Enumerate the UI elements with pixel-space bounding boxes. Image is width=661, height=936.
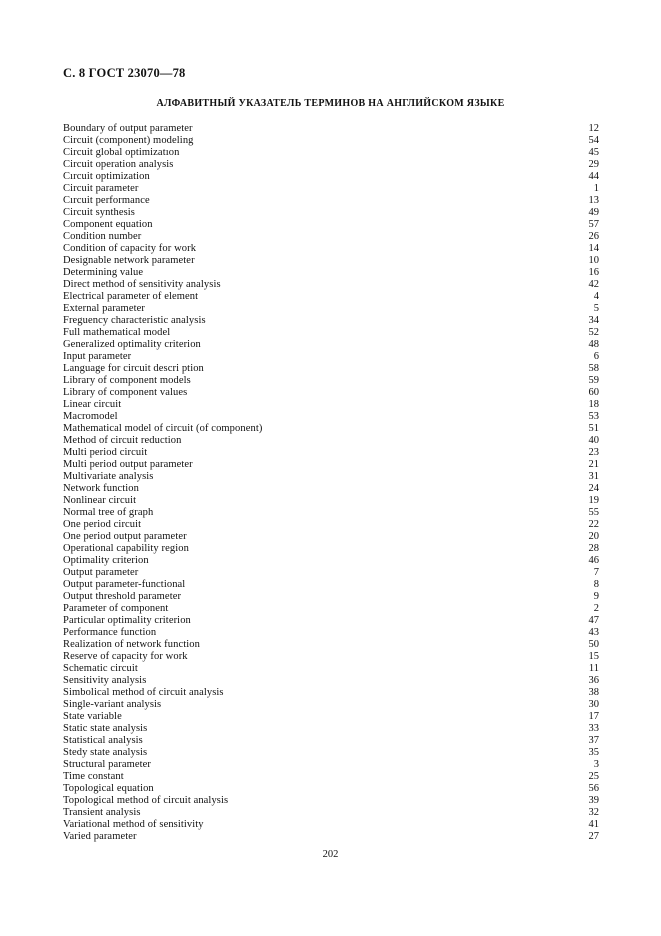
index-entry (63, 663, 599, 675)
index-term-number: 59 (588, 375, 599, 386)
index-term-number: 14 (588, 243, 599, 254)
index-term-number: 28 (588, 543, 599, 554)
index-term-number: 24 (588, 483, 599, 494)
index-entry (63, 315, 599, 327)
index-entry (63, 651, 599, 663)
index-term: Statistical analysis (63, 735, 143, 746)
index-entry (63, 687, 599, 699)
index-title: АЛФАВИТНЫЙ УКАЗАТЕЛЬ ТЕРМИНОВ НА АНГЛИЙСКОМ ЯЗЫКЕ (156, 98, 505, 109)
index-entry (63, 819, 599, 831)
index-term-number: 57 (588, 219, 599, 230)
index-term: Condition number (63, 231, 142, 242)
index-term-number: 52 (588, 327, 599, 338)
index-term-number: 51 (588, 423, 599, 434)
index-term-number: 5 (593, 303, 599, 314)
index-term-number: 11 (588, 663, 599, 674)
index-term-number: 37 (588, 735, 599, 746)
index-term-number: 19 (588, 495, 599, 506)
index-term-number: 4 (593, 291, 599, 302)
index-entry (63, 675, 599, 687)
index-term: Structural parameter (63, 759, 151, 770)
index-entry (63, 303, 599, 315)
index-entry (63, 207, 599, 219)
index-entry (63, 555, 599, 567)
index-term: Linear circuit (63, 399, 122, 410)
index-term: Condition of capacity for work (63, 243, 197, 254)
index-entry (63, 423, 599, 435)
index-term: Parameter of component (63, 603, 169, 614)
index-entry (63, 759, 599, 771)
index-term-number: 8 (593, 579, 599, 590)
index-entry (63, 459, 599, 471)
index-term-number: 21 (588, 459, 599, 470)
index-entry (63, 411, 599, 423)
index-term-number: 1 (593, 183, 599, 194)
page-number: 202 (322, 849, 339, 860)
index-entry (63, 375, 599, 387)
index-entry (63, 795, 599, 807)
index-entry (63, 147, 599, 159)
index-term-number: 6 (593, 351, 599, 362)
index-term-number: 48 (588, 339, 599, 350)
index-entry (63, 639, 599, 651)
index-term-number: 9 (593, 591, 599, 602)
index-term: Varied parameter (63, 831, 137, 842)
index-term: Variational method of sensitivity (63, 819, 204, 830)
index-term: Electrical parameter of element (63, 291, 199, 302)
index-term: Topological equation (63, 783, 154, 794)
index-term: Output parameter (63, 567, 139, 578)
index-term: Multivariate analysis (63, 471, 154, 482)
index-term-number: 20 (588, 531, 599, 542)
index-term-number: 41 (588, 819, 599, 830)
index-entry (63, 591, 599, 603)
index-term: Mathematical model of circuit (of component) (63, 423, 263, 434)
index-entry (63, 831, 599, 843)
index-entry (63, 543, 599, 555)
index-term-number: 7 (593, 567, 599, 578)
index-term-number: 26 (588, 231, 599, 242)
index-term: Library of component values (63, 387, 188, 398)
index-term: Circuit synthesis (63, 207, 135, 218)
index-term-number: 60 (588, 387, 599, 398)
index-term-number: 36 (588, 675, 599, 686)
index-entry (63, 627, 599, 639)
index-term: One period output parameter (63, 531, 187, 542)
index-term: Sensitivity analysis (63, 675, 147, 686)
index-entry (63, 387, 599, 399)
index-entry (63, 351, 599, 363)
index-term: External parameter (63, 303, 145, 314)
index-term-number: 46 (588, 555, 599, 566)
index-term: Simbolical method of circuit analysis (63, 687, 224, 698)
index-term: Full mathematical model (63, 327, 171, 338)
index-term: Output parameter-functional (63, 579, 186, 590)
index-term: Cırcuit performance (63, 195, 150, 206)
index-term-number: 43 (588, 627, 599, 638)
index-entry (63, 531, 599, 543)
index-term-number: 17 (588, 711, 599, 722)
index-term: Schematic circuit (63, 663, 138, 674)
index-term-number: 10 (588, 255, 599, 266)
index-term-number: 18 (588, 399, 599, 410)
index-term: Multi period output parameter (63, 459, 193, 470)
index-entry (63, 603, 599, 615)
index-entry (63, 435, 599, 447)
index-term: Performance function (63, 627, 157, 638)
index-entry (63, 783, 599, 795)
index-term-number: 13 (588, 195, 599, 206)
index-term: Multi period circuit (63, 447, 148, 458)
index-term-number: 47 (588, 615, 599, 626)
index-term: Designable network parameter (63, 255, 195, 266)
index-term-number: 34 (588, 315, 599, 326)
index-entry (63, 471, 599, 483)
index-entry (63, 519, 599, 531)
index-entry (63, 483, 599, 495)
index-term-number: 40 (588, 435, 599, 446)
index-term-number: 30 (588, 699, 599, 710)
index-entry (63, 579, 599, 591)
index-term-number: 31 (588, 471, 599, 482)
index-term-number: 56 (588, 783, 599, 794)
index-term: Macromodel (63, 411, 118, 422)
index-entry (63, 291, 599, 303)
index-term-number: 42 (588, 279, 599, 290)
term-index-list (63, 123, 599, 843)
index-entry (63, 699, 599, 711)
index-term: Reserve of capacity for work (63, 651, 188, 662)
index-term-number: 15 (588, 651, 599, 662)
index-term: Output threshold parameter (63, 591, 182, 602)
index-term-number: 53 (588, 411, 599, 422)
index-entry (63, 159, 599, 171)
index-entry (63, 183, 599, 195)
index-term: Single-variant analysis (63, 699, 162, 710)
index-term: Circuit operation analysis (63, 159, 174, 170)
index-entry (63, 507, 599, 519)
index-term: Normal tree of graph (63, 507, 154, 518)
index-term-number: 29 (588, 159, 599, 170)
index-term: Optimality criterion (63, 555, 149, 566)
index-term-number: 49 (588, 207, 599, 218)
index-term-number: 25 (588, 771, 599, 782)
index-term: Topological method of circuit analysis (63, 795, 229, 806)
index-term: Method of circuit reduction (63, 435, 182, 446)
index-entry (63, 279, 599, 291)
index-term: Operational capability region (63, 543, 189, 554)
index-term: Cırcuit optimization (63, 171, 150, 182)
index-entry (63, 267, 599, 279)
index-entry (63, 447, 599, 459)
index-term: Library of component models (63, 375, 191, 386)
index-entry (63, 615, 599, 627)
index-term: State variable (63, 711, 122, 722)
index-entry (63, 243, 599, 255)
index-term-number: 50 (588, 639, 599, 650)
index-term: Network function (63, 483, 139, 494)
index-term-number: 3 (593, 759, 599, 770)
index-term: Circuit (component) modeling (63, 135, 194, 146)
index-term: Realization of network function (63, 639, 200, 650)
index-term-number: 45 (588, 147, 599, 158)
index-term-number: 2 (593, 603, 599, 614)
index-term: Circuit parameter (63, 183, 139, 194)
page-header: С. 8 ГОСТ 23070—78 (63, 66, 186, 80)
index-term: Generalized optimality criterion (63, 339, 201, 350)
index-term: Particular optimality criterion (63, 615, 191, 626)
index-term-number: 33 (588, 723, 599, 734)
index-entry (63, 495, 599, 507)
index-entry (63, 771, 599, 783)
index-term-number: 16 (588, 267, 599, 278)
index-entry (63, 123, 599, 135)
index-term: Transient analysis (63, 807, 141, 818)
index-entry (63, 807, 599, 819)
index-term: Determining value (63, 267, 144, 278)
index-entry (63, 363, 599, 375)
index-term-number: 44 (588, 171, 599, 182)
index-term-number: 27 (588, 831, 599, 842)
index-entry (63, 567, 599, 579)
index-term: Input parameter (63, 351, 132, 362)
index-entry (63, 711, 599, 723)
index-entry (63, 171, 599, 183)
index-entry (63, 735, 599, 747)
index-term-number: 55 (588, 507, 599, 518)
index-term: Language for circuit descri ption (63, 363, 204, 374)
index-term: Static state analysis (63, 723, 148, 734)
index-term: Component equation (63, 219, 153, 230)
index-entry (63, 195, 599, 207)
index-entry (63, 399, 599, 411)
index-term: Nonlinear circuit (63, 495, 137, 506)
index-term-number: 22 (588, 519, 599, 530)
index-term-number: 32 (588, 807, 599, 818)
index-term-number: 39 (588, 795, 599, 806)
index-entry (63, 219, 599, 231)
index-entry (63, 747, 599, 759)
index-entry (63, 231, 599, 243)
index-term-number: 23 (588, 447, 599, 458)
index-entry (63, 135, 599, 147)
index-term: Time constant (63, 771, 124, 782)
index-entry (63, 339, 599, 351)
index-term-number: 58 (588, 363, 599, 374)
index-entry (63, 723, 599, 735)
index-term-number: 38 (588, 687, 599, 698)
index-term: Boundary of output parameter (63, 123, 193, 134)
index-entry (63, 327, 599, 339)
index-term: One period circuit (63, 519, 142, 530)
index-entry (63, 255, 599, 267)
index-term: Stedy state analysis (63, 747, 148, 758)
index-term: Direct method of sensitivity analysis (63, 279, 221, 290)
index-term-number: 12 (588, 123, 599, 134)
index-term: Circuit global optimizatıon (63, 147, 180, 158)
index-term-number: 35 (588, 747, 599, 758)
index-term: Freguency characteristic analysis (63, 315, 206, 326)
index-term-number: 54 (588, 135, 599, 146)
